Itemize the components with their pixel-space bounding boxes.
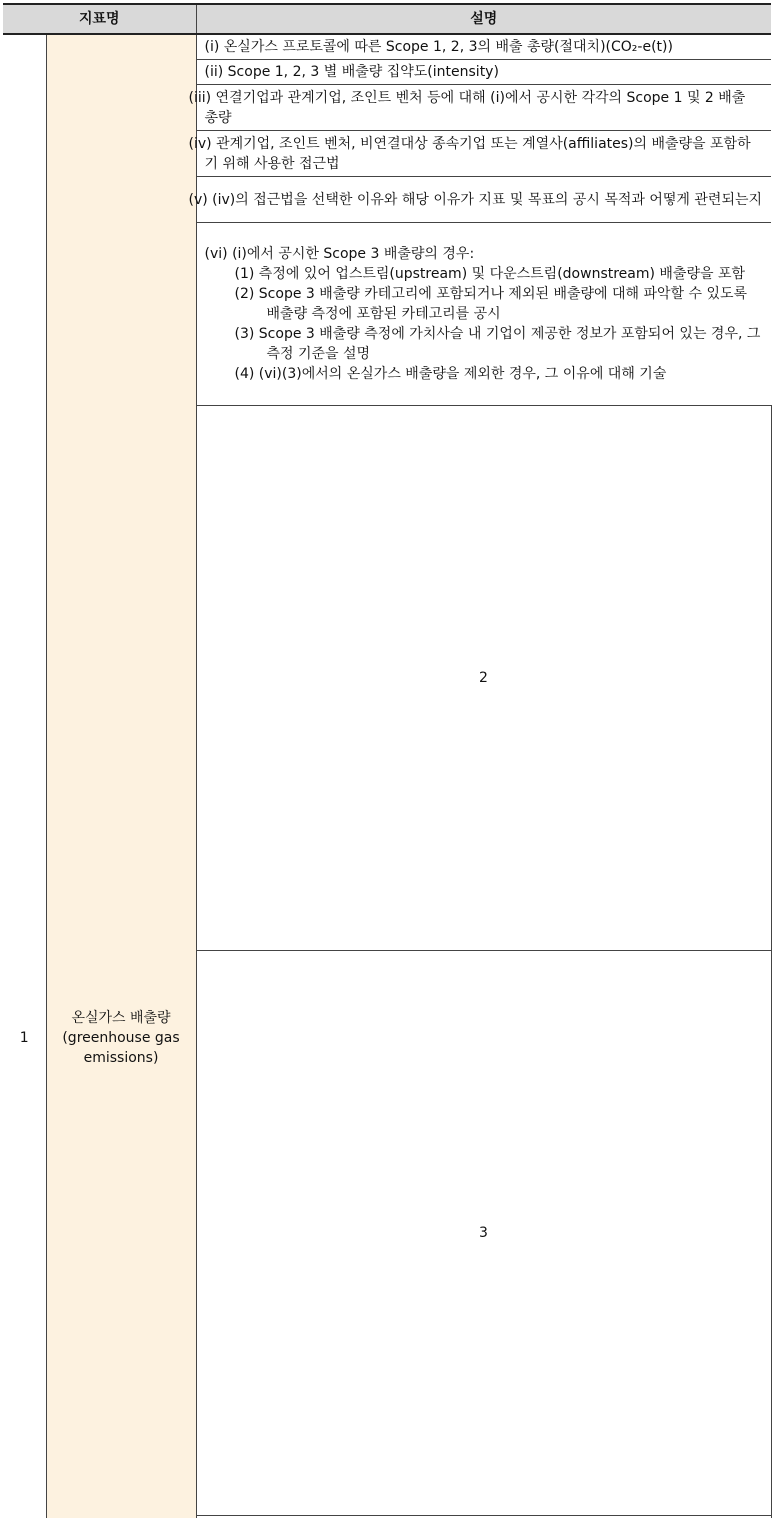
description-item: (i) 온실가스 프로토콜에 따른 Scope 1, 2, 3의 배출 총량(절대치)(CO₂-e(t)) [196, 34, 771, 60]
row-number [196, 1516, 771, 1518]
row-number: 2 [196, 406, 771, 951]
metric-name-en: (greenhouse gas emissions) [51, 1028, 192, 1068]
header-description: 설명 [196, 4, 771, 34]
description-item: (iii) 연결기업과 관계기업, 조인트 벤처 등에 대해 (i)에서 공시한 각각의 Scope 1 및 2 배출 총량 [196, 85, 771, 131]
table-row [3, 34, 771, 60]
sub-item: (2) Scope 3 배출량 카테고리에 포함되거나 제외된 배출량에 대해 파악할 수 있도록 배출량 측정에 포함된 카테고리를 공시 [205, 284, 764, 324]
description-item: (ii) Scope 1, 2, 3 별 배출량 집약도(intensity) [196, 60, 771, 85]
description-item: (v) (iv)의 접근법을 선택한 이유와 해당 이유가 지표 및 목표의 공시 목적과 어떻게 관련되는지 [196, 177, 771, 223]
sub-item: (1) 측정에 있어 업스트림(upstream) 및 다운스트림(downstream) 배출량을 포함 [205, 264, 764, 284]
metric-name-cell [46, 34, 196, 1518]
header-metric-name: 지표명 [3, 4, 196, 34]
description-item: (iv) 관계기업, 조인트 벤처, 비연결대상 종속기업 또는 계열사(affiliates)의 배출량을 포함하기 위해 사용한 접근법 [196, 131, 771, 177]
metrics-table [3, 3, 771, 1518]
metric-name: 온실가스 배출량 [51, 1008, 192, 1028]
table-header-row [3, 4, 771, 34]
sub-item: (3) Scope 3 배출량 측정에 가치사슬 내 기업이 제공한 정보가 포함되어 있는 경우, 그 측정 기준을 설명 [205, 324, 764, 364]
sub-item: (4) (vi)(3)에서의 온실가스 배출량을 제외한 경우, 그 이유에 대해 기술 [205, 364, 764, 384]
description-item: (vi) (i)에서 공시한 Scope 3 배출량의 경우: [205, 244, 764, 264]
description-item-with-subitems [196, 223, 771, 406]
row-number: 1 [3, 34, 46, 1518]
row-number: 3 [196, 951, 771, 1516]
